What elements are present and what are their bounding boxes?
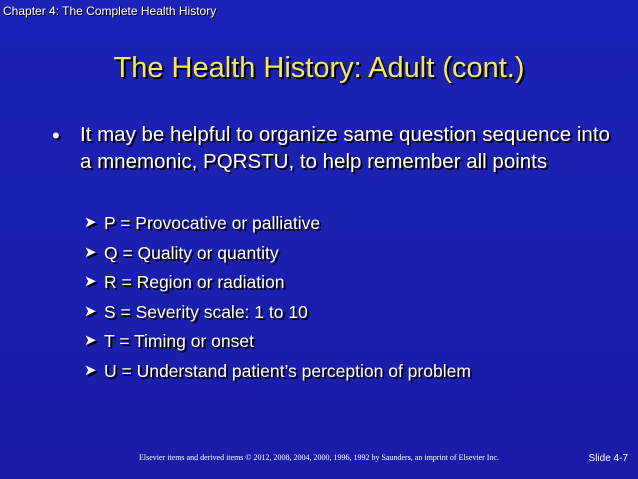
sub-bullet-t — [84, 330, 624, 360]
arrowhead-bullet-icon: ➤ — [84, 302, 97, 320]
round-bullet-icon: • — [52, 123, 60, 148]
sub-bullet-p — [84, 212, 624, 242]
sub-bullet-list — [84, 212, 624, 389]
sub-bullet-u — [84, 360, 624, 390]
copyright-notice: Elsevier items and derived items © 2012, 2008, 2004, 2000, 1996, 1992 by Saunders, an imprint of Elsevier Inc. — [138, 453, 499, 462]
sub-bullet-r — [84, 271, 624, 301]
sub-bullet-text: U = Understand patient’s perception of problem — [104, 360, 471, 381]
slide-number: Slide 4-7 — [588, 453, 628, 464]
sub-bullet-text: T = Timing or onset — [104, 331, 254, 351]
sub-bullet-s — [84, 301, 624, 331]
sub-bullet-text: R = Region or radiation — [104, 272, 285, 292]
arrowhead-bullet-icon: ➤ — [84, 361, 97, 379]
arrowhead-bullet-icon: ➤ — [84, 332, 97, 349]
sub-bullet-q — [84, 242, 624, 272]
slide-title: The Health History: Adult (cont.) — [113, 52, 525, 84]
arrowhead-bullet-icon: ➤ — [84, 214, 97, 231]
arrowhead-bullet-icon: ➤ — [84, 273, 97, 290]
sub-bullet-text: P = Provocative or palliative — [104, 213, 321, 233]
sub-bullet-text: Q = Quality or quantity — [104, 242, 279, 263]
sub-bullet-text: S = Severity scale: 1 to 10 — [104, 301, 308, 322]
arrowhead-bullet-icon: ➤ — [84, 243, 97, 261]
main-bullet-text: It may be helpful to organize same question sequence into a mnemonic, PQRSTU, to help remember all points — [80, 123, 610, 173]
chapter-header: Chapter 4: The Complete Health History — [3, 4, 217, 18]
